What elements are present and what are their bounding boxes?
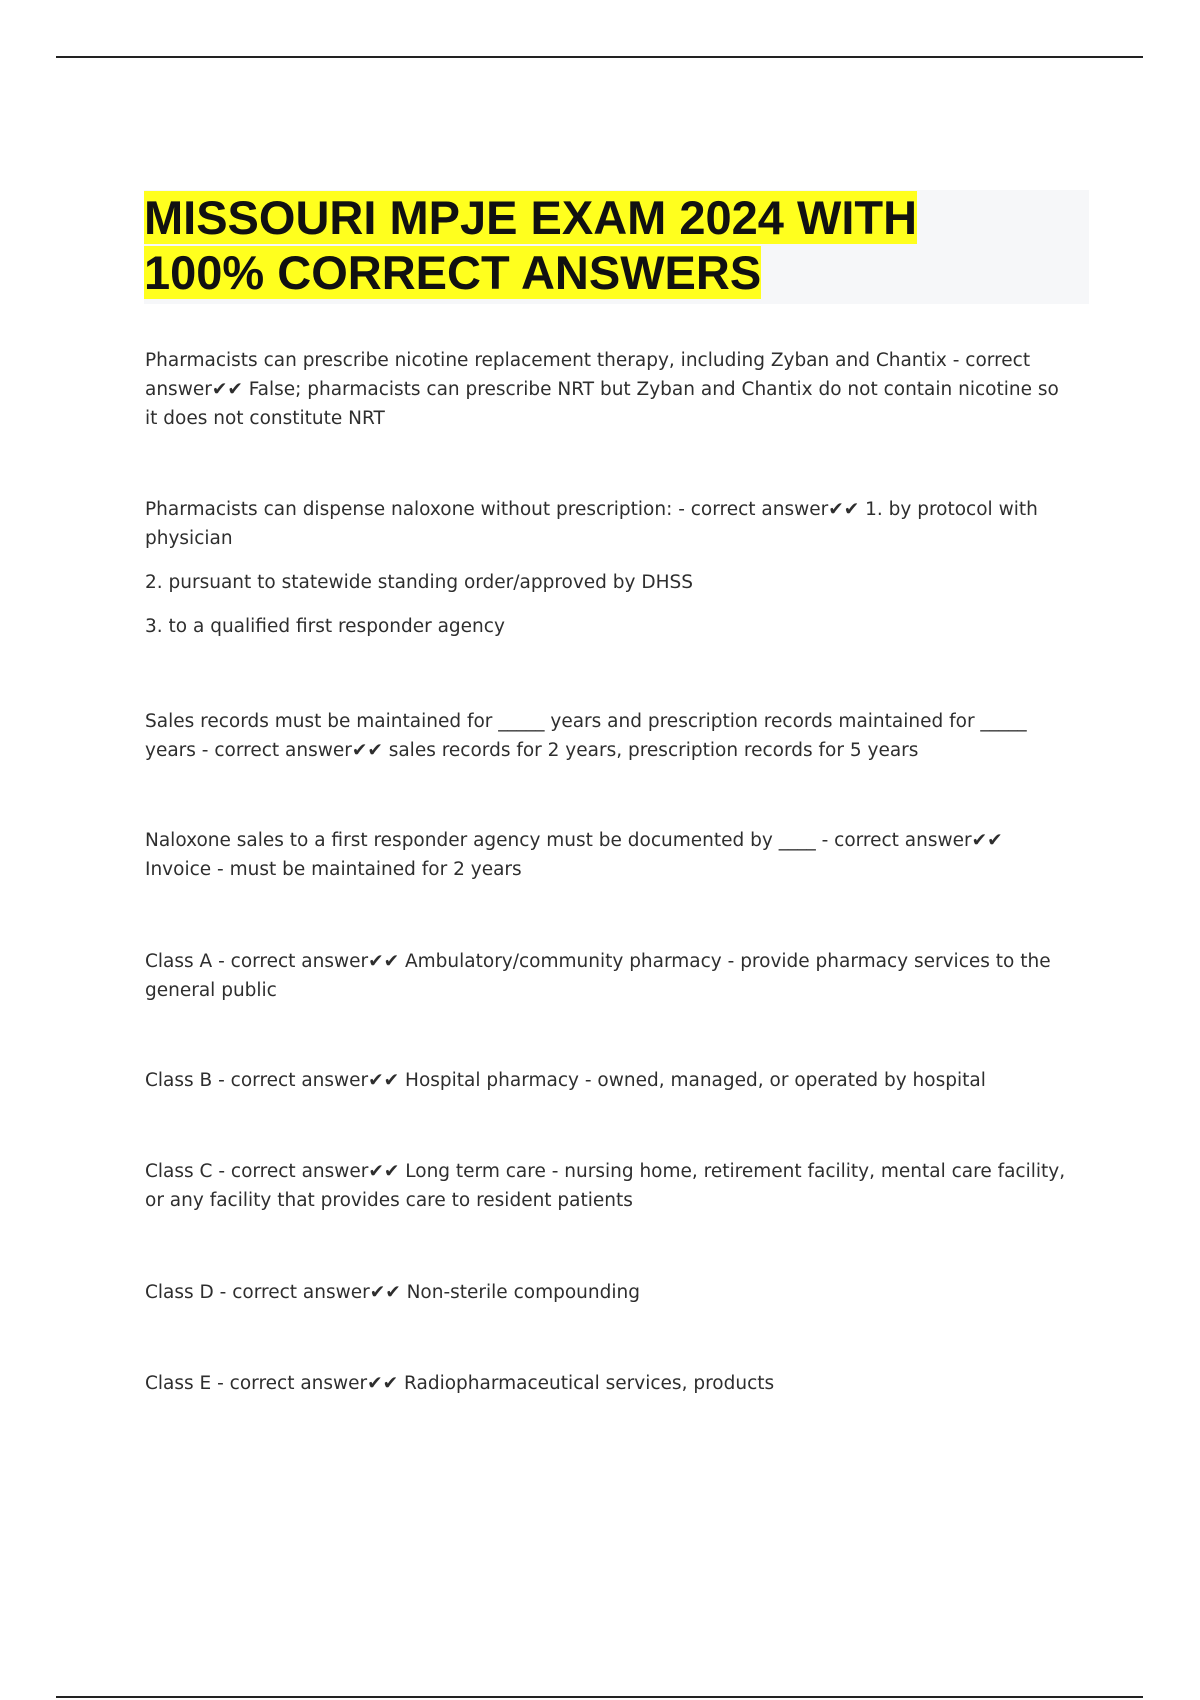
qa-item-records [145,707,1070,765]
qa-item-class-d [145,1278,1070,1307]
qa-text: Class E - correct answer✔✔ Radiopharmaceutical services, products [145,1373,775,1394]
document-title [144,190,1044,300]
footer-rule [56,1696,1143,1698]
qa-text: Class D - correct answer✔✔ Non-sterile compounding [145,1282,640,1303]
title-line-2: 100% CORRECT ANSWERS [144,246,762,299]
qa-text: Class A - correct answer✔✔ Ambulatory/community pharmacy - provide pharmacy services to the general public [145,951,1051,1001]
qa-text: Pharmacists can dispense naloxone without prescription: - correct answer✔✔ 1. by protocol with physician [145,499,1038,549]
title-line-1: MISSOURI MPJE EXAM 2024 WITH [144,191,918,244]
qa-text: Naloxone sales to a first responder agency must be documented by ____ - correct answer✔✔ Invoice - must be maintained for 2 years [145,830,1003,880]
qa-list-item: 2. pursuant to statewide standing order/approved by DHSS [145,572,694,593]
qa-item-nrt [145,346,1070,433]
qa-item-class-a [145,947,1070,1005]
qa-item-naloxone-sales [145,826,1070,884]
header-rule [56,56,1143,58]
qa-text: Pharmacists can prescribe nicotine replacement therapy, including Zyban and Chantix - correct answer✔✔ False; pharmacists can prescribe NRT but Zyban and Chantix do not contain nicotine so it does not constitute NRT [145,350,1059,429]
qa-item-class-c [145,1157,1070,1215]
qa-item-class-b [145,1066,1070,1095]
qa-item-class-e [145,1369,1070,1398]
qa-list-item: 3. to a qualified first responder agency [145,616,505,637]
qa-text: Sales records must be maintained for _____ years and prescription records maintained for _____ years - correct answer✔✔ sales records for 2 years, prescription records for 5 years [145,711,1027,761]
qa-item-naloxone-dispense [145,495,1070,641]
qa-text: Class C - correct answer✔✔ Long term care - nursing home, retirement facility, mental care facility, or any facility that provides care to resident patients [145,1161,1066,1211]
qa-text: Class B - correct answer✔✔ Hospital pharmacy - owned, managed, or operated by hospital [145,1070,986,1091]
